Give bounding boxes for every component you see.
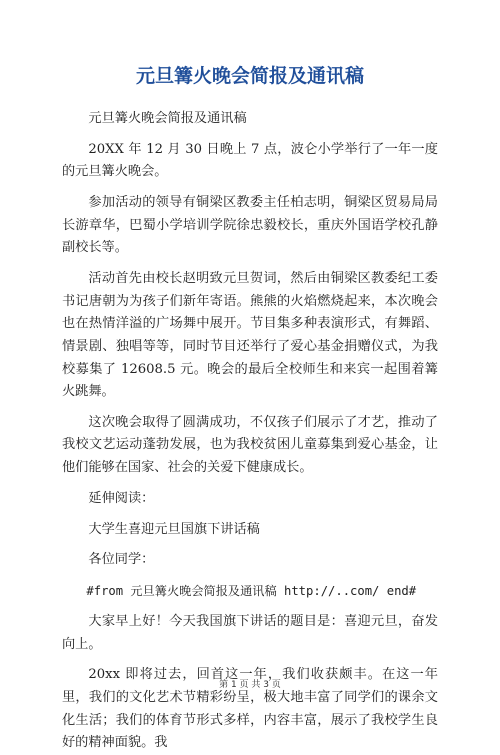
- extended-reading-label: 延伸阅读：: [88, 490, 155, 506]
- speech-greeting: 各位同学：: [88, 552, 155, 568]
- attendees-paragraph: 参加活动的领导有铜梁区教委主任柏志明，铜梁区贸易局局长游章华，巴蜀小学培训学院徐忠毅校长，重庆外国语学校孔静副校长等。: [62, 195, 438, 256]
- summary-paragraph: 这次晚会取得了圆满成功，不仅孩子们展示了才艺，推动了我校文艺运动蓬勃发展，也为我校贫困儿童募集到爱心基金，让他们能够在国家、社会的关爱下健康成长。: [62, 414, 438, 476]
- program-paragraph: 活动首先由校长赵明致元旦贺词，然后由铜梁区教委纪工委书记唐朝为为孩子们新年寄语。熊熊的火焰燃烧起来，本次晚会也在热情洋溢的广场舞中展开。节目集多种表演形式，有舞蹈、情景剧、独唱等等，同时节目还举行了爱心基金捐赠仪式，为我校募集了 12608.5 元。晚会的最后全校师生和来宾一起围着篝火跳舞。: [62, 271, 438, 400]
- speech-title: 大学生喜迎元旦国旗下讲话稿: [88, 521, 260, 537]
- document-title: 元旦篝火晚会简报及通讯稿: [135, 65, 364, 87]
- page-footer: 第 1 页 共 3 页: [219, 680, 281, 690]
- event-date-paragraph: 20XX 年 12 月 30 日晚上 7 点，波仑小学举行了一年一度的元旦篝火晚会。: [62, 141, 438, 180]
- source-marker: #from 元旦篝火晚会简报及通讯稿 http://..com/ end#: [86, 584, 417, 599]
- subtitle-paragraph: 元旦篝火晚会简报及通讯稿: [88, 111, 247, 126]
- speech-body: 20xx 即将过去，回首这一年，我们收获颇丰。在这一年里，我们的文化艺术节精彩纷呈，极大地丰富了同学们的课余文化生活；我们的体育节形式多样，内容丰富，展示了我校学生良好的精神面貌。我: [62, 667, 438, 751]
- speech-opening: 大家早上好！今天我国旗下讲话的题目是：喜迎元旦，奋发向上。: [62, 613, 438, 652]
